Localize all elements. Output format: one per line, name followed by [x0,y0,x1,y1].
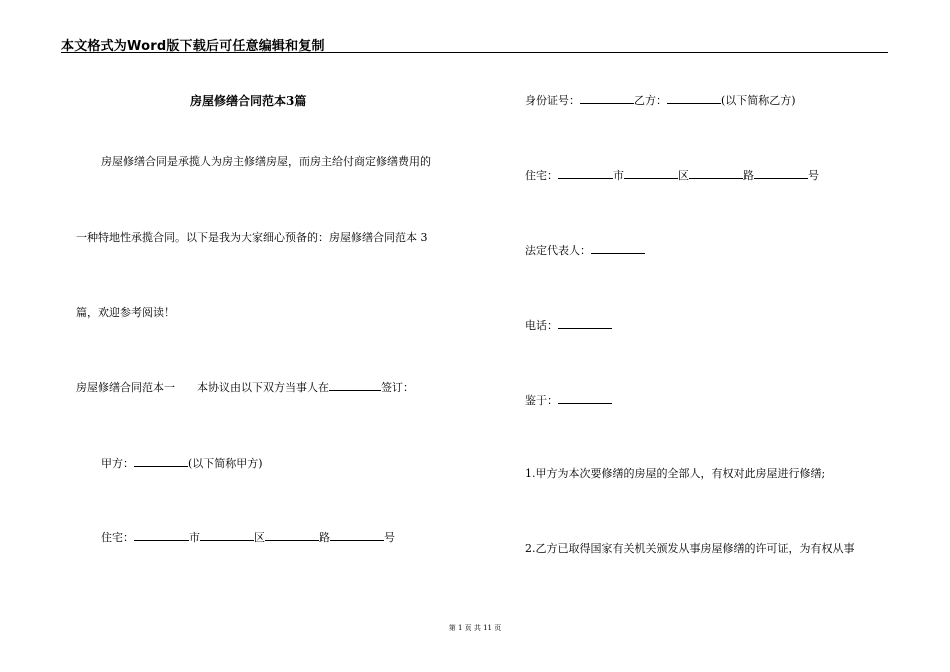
witness-blank [558,393,612,404]
address-label: 住宅： [525,169,558,182]
number-blank [330,530,384,541]
city-label: 市 [189,531,200,544]
header-rule [61,52,888,53]
district-blank [200,530,254,541]
party-b-blank [667,93,721,104]
intro-line-3: 篇，欢迎参考阅读！ [76,306,175,319]
number-label: 号 [384,531,395,544]
phone-blank [558,318,612,329]
intro-line-1: 房屋修缮合同是承揽人为房主修缮房屋，而房主给付商定修缮费用的 [101,155,431,168]
witness-line [525,393,612,408]
address-label: 住宅： [101,531,134,544]
id-label: 身份证号： [525,94,580,107]
city-label: 市 [613,169,624,182]
road-blank [689,168,743,179]
section-heading: 房屋修缮合同范本一 [76,381,175,394]
signing-place-blank [329,380,381,391]
legal-rep-blank [591,243,645,254]
legal-rep-line [525,243,645,258]
phone-label: 电话： [525,319,558,332]
party-a-note: (以下简称甲方) [188,457,263,470]
road-label: 路 [319,531,330,544]
id-party-b-line [525,93,796,108]
phone-line [525,318,612,333]
intro-line-2: 一种特地性承揽合同。以下是我为大家细心预备的：房屋修缮合同范本 3 [76,231,428,244]
district-label: 区 [678,169,689,182]
id-blank [580,93,634,104]
city-blank [558,168,613,179]
document-title: 房屋修缮合同范本3篇 [190,94,307,108]
city-blank [134,530,189,541]
party-a-label: 甲方： [101,457,134,470]
party-a-address-line [101,530,395,545]
document-banner: 本文格式为Word版下载后可任意编辑和复制 [61,39,325,54]
clause-2: 2.乙方已取得国家有关机关颁发从事房屋修缮的许可证，为有权从事 [525,542,855,555]
party-b-label: 乙方： [634,94,667,107]
party-b-address-line [525,168,819,183]
number-blank [754,168,808,179]
party-a-blank [134,456,188,467]
clause-1: 1.甲方为本次要修缮的房屋的全部人，有权对此房屋进行修缮; [525,467,826,480]
road-label: 路 [743,169,754,182]
contract-intro-line [76,380,414,395]
road-blank [265,530,319,541]
party-b-note: (以下简称乙方) [721,94,796,107]
signing-suffix: 签订： [381,381,414,394]
party-a-line [101,456,263,471]
witness-label: 鉴于： [525,394,558,407]
number-label: 号 [808,169,819,182]
district-label: 区 [254,531,265,544]
district-blank [624,168,678,179]
page-number: 第 1 页 共 11 页 [448,624,502,632]
agreement-text: 本协议由以下双方当事人在 [197,381,329,394]
legal-rep-label: 法定代表人： [525,244,591,257]
